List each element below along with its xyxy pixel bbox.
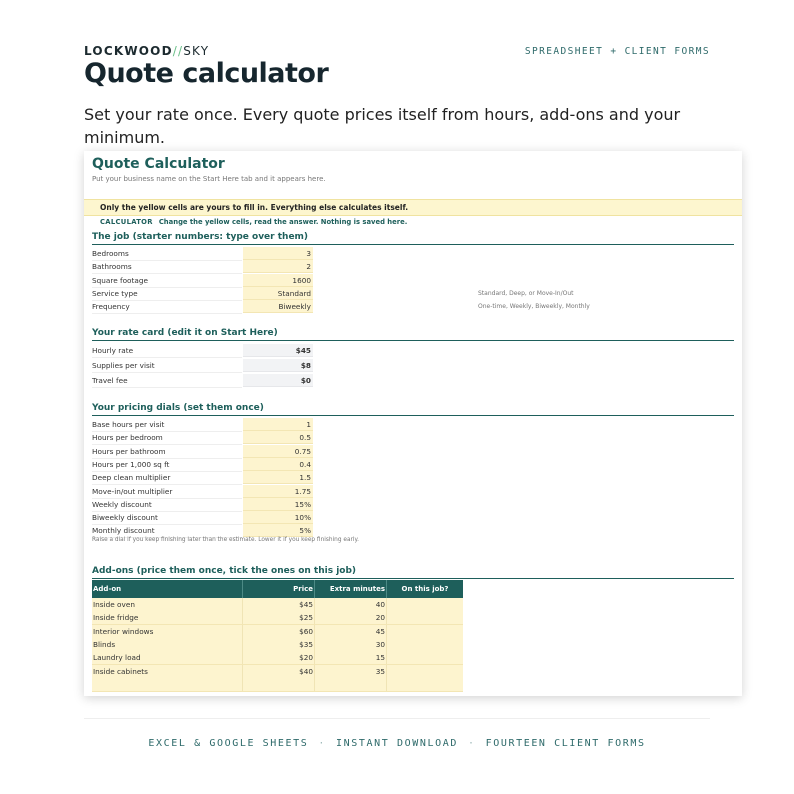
input-cell[interactable]: 0.5 [243,431,313,444]
footer-item-sheets: EXCEL & GOOGLE SHEETS [148,738,309,749]
addons-table-header [92,580,463,598]
table-row [92,625,463,639]
section-heading-rate-card: Your rate card (edit it on Start Here) [92,328,734,341]
tagline: SPREADSHEET + CLIENT FORMS [524,46,710,57]
brand-sky: SKY [183,44,210,58]
addon-price[interactable]: $40 [299,666,313,676]
footer-separator: · [467,738,476,749]
row-hint: One-time, Weekly, Biweekly, Monthly [478,303,590,311]
section-heading-job: The job (starter numbers: type over them) [92,232,734,245]
row-label: Supplies per visit [92,359,242,373]
input-cell[interactable]: Standard [243,287,313,300]
row-label: Hours per bedroom [92,431,242,445]
input-cell[interactable]: 2 [243,260,313,273]
footer-item-download: INSTANT DOWNLOAD [336,738,458,749]
input-cell[interactable]: 1600 [243,274,313,287]
input-cell[interactable]: 1 [243,418,313,431]
addon-minutes[interactable]: 30 [375,639,385,649]
addon-price[interactable]: $45 [299,600,313,609]
row-label: Hours per bathroom [92,445,242,459]
addon-name[interactable]: Laundry load [93,653,141,663]
table-row [92,638,463,652]
addon-price[interactable]: $60 [299,626,313,636]
addon-name[interactable]: Inside oven [93,600,135,609]
addon-name[interactable]: Inside cabinets [93,666,148,676]
input-cell[interactable]: 0.4 [243,458,313,471]
footer-separator: · [318,738,327,749]
row-label: Monthly discount [92,524,242,538]
calculator-text: Change the yellow cells, read the answer. Nothing is saved here. [158,218,408,226]
brand-logo [84,44,209,58]
addon-minutes[interactable]: 45 [375,626,385,636]
addon-minutes[interactable]: 15 [375,653,385,663]
input-cell[interactable]: 3 [243,247,313,260]
locked-value-cell: $45 [243,344,313,357]
addons-col-addon: Add-on [93,585,122,593]
input-cell[interactable]: 10% [243,511,313,524]
locked-value-cell: $0 [243,374,313,387]
addon-minutes[interactable]: 35 [375,666,385,676]
addon-name[interactable]: Inside fridge [93,613,139,623]
page-title: Quote calculator [84,58,329,89]
row-label: Square footage [92,274,242,288]
row-label: Bathrooms [92,260,242,274]
input-cell[interactable]: 0.75 [243,445,313,458]
addon-name[interactable]: Interior windows [93,626,154,636]
row-label: Biweekly discount [92,511,242,525]
row-hint: Standard, Deep, or Move-In/Out [478,289,574,297]
addon-price[interactable]: $35 [299,639,313,649]
brand-main: LOCKWOOD [84,44,173,58]
table-row [92,678,463,692]
addons-col-minutes: Extra minutes [329,585,385,593]
input-cell[interactable]: Biweekly [243,300,313,313]
spreadsheet-preview [84,151,742,696]
footer [0,738,794,749]
footer-item-forms: FOURTEEN CLIENT FORMS [485,738,646,749]
calculator-tag: CALCULATOR [100,218,153,226]
addons-col-price: Price [293,585,313,593]
dials-note: Raise a dial if you keep finishing later than the estimate. Lower it if you keep finishing early. [92,537,359,543]
row-label: Deep clean multiplier [92,471,242,485]
row-label: Bedrooms [92,247,242,261]
section-heading-dials: Your pricing dials (set them once) [92,403,734,416]
input-cell[interactable]: 1.5 [243,471,313,484]
page-subtitle: Set your rate once. Every quote prices itself from hours, add-ons and your minimum. [84,105,681,147]
row-label: Hourly rate [92,344,242,358]
row-label: Move-in/out multiplier [92,485,242,499]
input-cell[interactable]: 1.75 [243,485,313,498]
addon-price[interactable]: $25 [299,613,313,623]
locked-value-cell: $8 [243,359,313,372]
addon-minutes[interactable]: 40 [375,600,385,609]
sheet-subtitle: Put your business name on the Start Here tab and it appears here. [92,175,326,183]
input-cell[interactable]: 5% [243,524,313,537]
table-row [92,598,463,612]
table-row [92,651,463,665]
addon-name[interactable]: Blinds [93,639,116,649]
row-label: Travel fee [92,374,242,388]
section-heading-addons: Add-ons (price them once, tick the ones on this job) [92,566,734,579]
yellow-cells-notice: Only the yellow cells are yours to fill in. Everything else calculates itself. [84,199,742,216]
row-label: Weekly discount [92,498,242,512]
table-row [92,665,463,679]
brand-slash: // [172,44,184,58]
row-label: Base hours per visit [92,418,242,432]
input-cell[interactable]: 15% [243,498,313,511]
row-label: Service type [92,287,242,301]
row-label: Hours per 1,000 sq ft [92,458,242,472]
row-label: Frequency [92,300,242,314]
table-row [92,611,463,625]
sheet-title: Quote Calculator [92,156,225,172]
addon-price[interactable]: $20 [299,653,313,663]
addon-minutes[interactable]: 20 [375,613,385,623]
addons-col-on-job: On this job? [401,585,449,593]
footer-divider [84,718,710,719]
calculator-banner [100,218,407,226]
